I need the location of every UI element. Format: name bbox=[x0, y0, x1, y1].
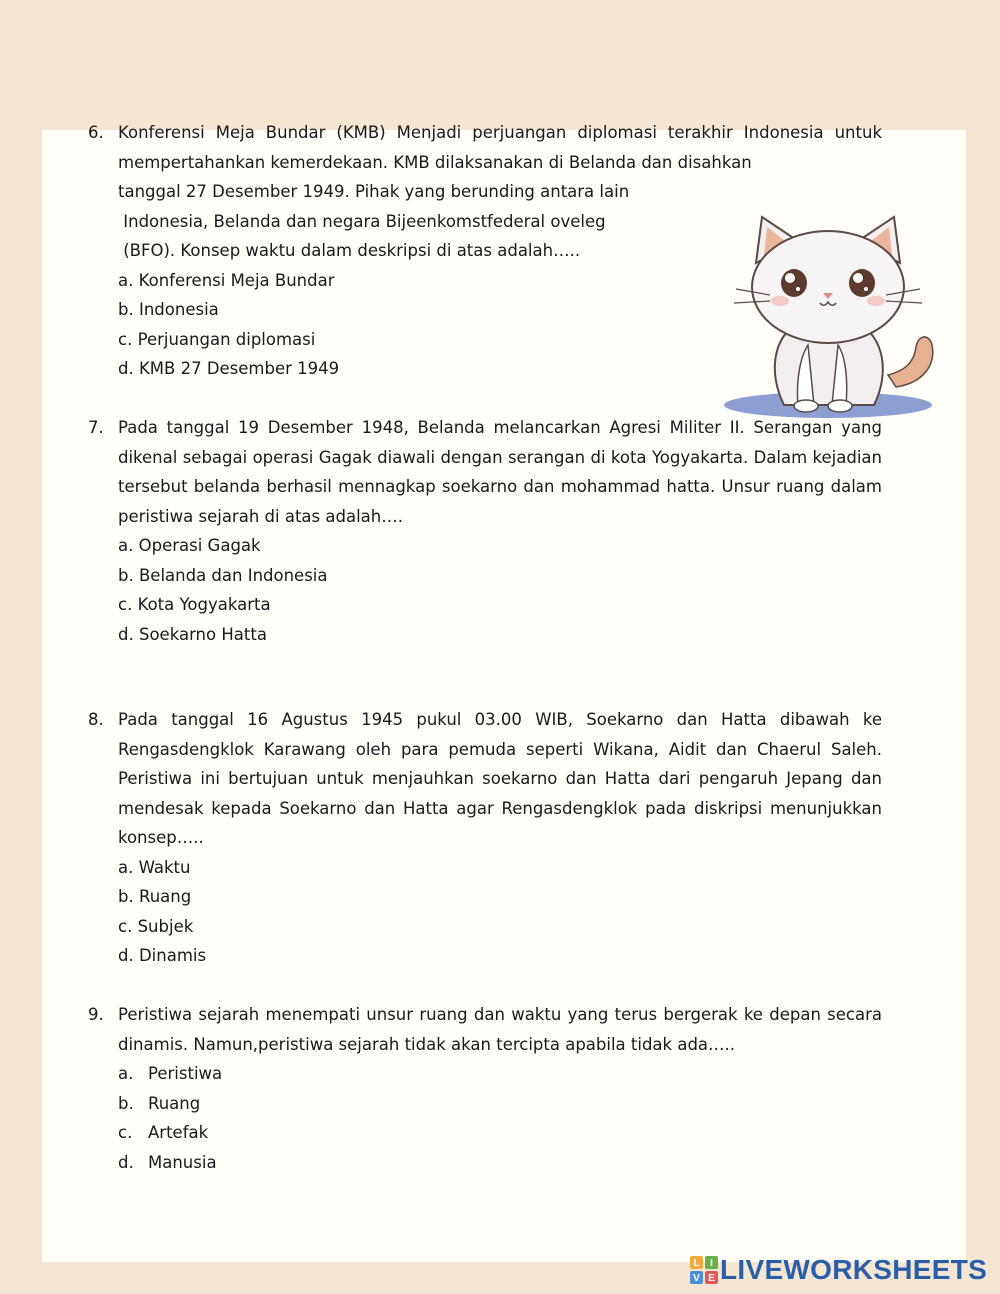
option-label: a. bbox=[118, 1064, 134, 1083]
option-label: d. bbox=[118, 624, 134, 644]
liveworksheets-logo[interactable] bbox=[690, 1252, 987, 1288]
option-text: Operasi Gagak bbox=[138, 536, 261, 555]
question-stem: Peristiwa sejarah menempati unsur ruang dan waktu yang terus bergerak ke depan secara dinamis. Namun,peristiwa sejarah tidak akan tercipta apabila tidak ada….. bbox=[118, 1005, 882, 1054]
option-label: b. bbox=[118, 887, 134, 906]
mark-letter: L bbox=[693, 1258, 700, 1269]
option-text: Ruang bbox=[148, 1093, 201, 1113]
option-b[interactable] bbox=[118, 1089, 882, 1119]
option-text: Subjek bbox=[137, 916, 194, 936]
question-stem-line: (BFO). Konsep waktu dalam deskripsi di atas adalah….. bbox=[118, 241, 581, 260]
option-label: a. bbox=[118, 857, 134, 877]
option-label: d. bbox=[118, 1152, 134, 1172]
option-label: b. bbox=[118, 300, 134, 319]
option-text: Ruang bbox=[138, 887, 192, 906]
mark-letter: V bbox=[693, 1273, 700, 1284]
option-text: Soekarno Hatta bbox=[138, 624, 267, 644]
question-8 bbox=[88, 705, 882, 971]
option-label: c. bbox=[118, 329, 133, 349]
option-b[interactable] bbox=[118, 561, 882, 591]
option-label: a. bbox=[118, 270, 134, 290]
option-a[interactable] bbox=[118, 1059, 882, 1089]
option-text: Dinamis bbox=[138, 946, 207, 965]
option-text: Peristiwa bbox=[148, 1064, 223, 1083]
option-text: Perjuangan diplomasi bbox=[137, 329, 316, 349]
question-stem: Konferensi Meja Bundar (KMB) Menjadi perjuangan diplomasi terakhir Indonesia untuk mempertahankan kemerdekaan. KMB dilaksanakan di Belanda dan disahkan bbox=[118, 123, 882, 172]
question-number: 9. bbox=[88, 1005, 104, 1024]
option-label: c. bbox=[118, 916, 133, 936]
question-stem: Pada tanggal 16 Agustus 1945 pukul 03.00 WIB, Soekarno dan Hatta dibawah ke Rengasdengklok Karawang oleh para pemuda seperti Wikana, Aidit dan Chaerul Saleh. Peristiwa ini bertujuan untuk menjauhkan soekarno dan Hatta dari pengaruh Jepang dan mendesak kepada Soekarno dan Hatta agar Rengasdengklok pada diskripsi menunjukkan konsep….. bbox=[118, 710, 882, 847]
option-a[interactable] bbox=[118, 853, 882, 883]
option-d[interactable] bbox=[118, 1148, 882, 1178]
option-c[interactable] bbox=[118, 590, 882, 620]
option-text: Artefak bbox=[148, 1123, 209, 1142]
option-text: Kota Yogyakarta bbox=[137, 595, 271, 614]
option-text: Konferensi Meja Bundar bbox=[138, 270, 335, 290]
option-c[interactable] bbox=[118, 912, 882, 942]
option-label: c. bbox=[118, 595, 133, 614]
mark-letter: E bbox=[708, 1273, 715, 1284]
option-label: d. bbox=[118, 359, 134, 378]
question-number: 7. bbox=[88, 418, 104, 437]
option-d[interactable] bbox=[118, 620, 882, 650]
question-9 bbox=[88, 1000, 882, 1177]
option-text: Waktu bbox=[138, 857, 191, 877]
option-c[interactable] bbox=[118, 1118, 882, 1148]
question-stem-line: tanggal 27 Desember 1949. Pihak yang berunding antara lain bbox=[118, 182, 630, 201]
option-text: Belanda dan Indonesia bbox=[138, 565, 328, 585]
question-7 bbox=[88, 413, 882, 649]
cat-illustration bbox=[718, 205, 940, 420]
liveworksheets-mark-icon bbox=[690, 1256, 718, 1284]
brand-name: LIVEWORKSHEETS bbox=[720, 1254, 988, 1285]
question-number: 6. bbox=[88, 123, 104, 142]
question-number: 8. bbox=[88, 710, 104, 729]
question-stem: Pada tanggal 19 Desember 1948, Belanda melancarkan Agresi Militer II. Serangan yang dikenal sebagai operasi Gagak diawali dengan serangan di kota Yogyakarta. Dalam kejadian tersebut belanda berhasil mennagkap soekarno dan mohammad hatta. Unsur ruang dalam peristiwa sejarah di atas adalah…. bbox=[118, 418, 882, 526]
option-label: b. bbox=[118, 565, 134, 585]
option-label: d. bbox=[118, 946, 134, 965]
option-text: KMB 27 Desember 1949 bbox=[138, 359, 340, 378]
option-a[interactable] bbox=[118, 531, 882, 561]
option-label: b. bbox=[118, 1093, 134, 1113]
question-stem-line: Indonesia, Belanda dan negara Bijeenkomstfederal oveleg bbox=[118, 211, 606, 231]
option-label: a. bbox=[118, 536, 134, 555]
option-label: c. bbox=[118, 1123, 133, 1142]
option-text: Indonesia bbox=[138, 300, 219, 319]
mark-letter: I bbox=[710, 1258, 713, 1269]
option-text: Manusia bbox=[148, 1152, 217, 1172]
option-b[interactable] bbox=[118, 882, 882, 912]
option-d[interactable] bbox=[118, 941, 882, 971]
